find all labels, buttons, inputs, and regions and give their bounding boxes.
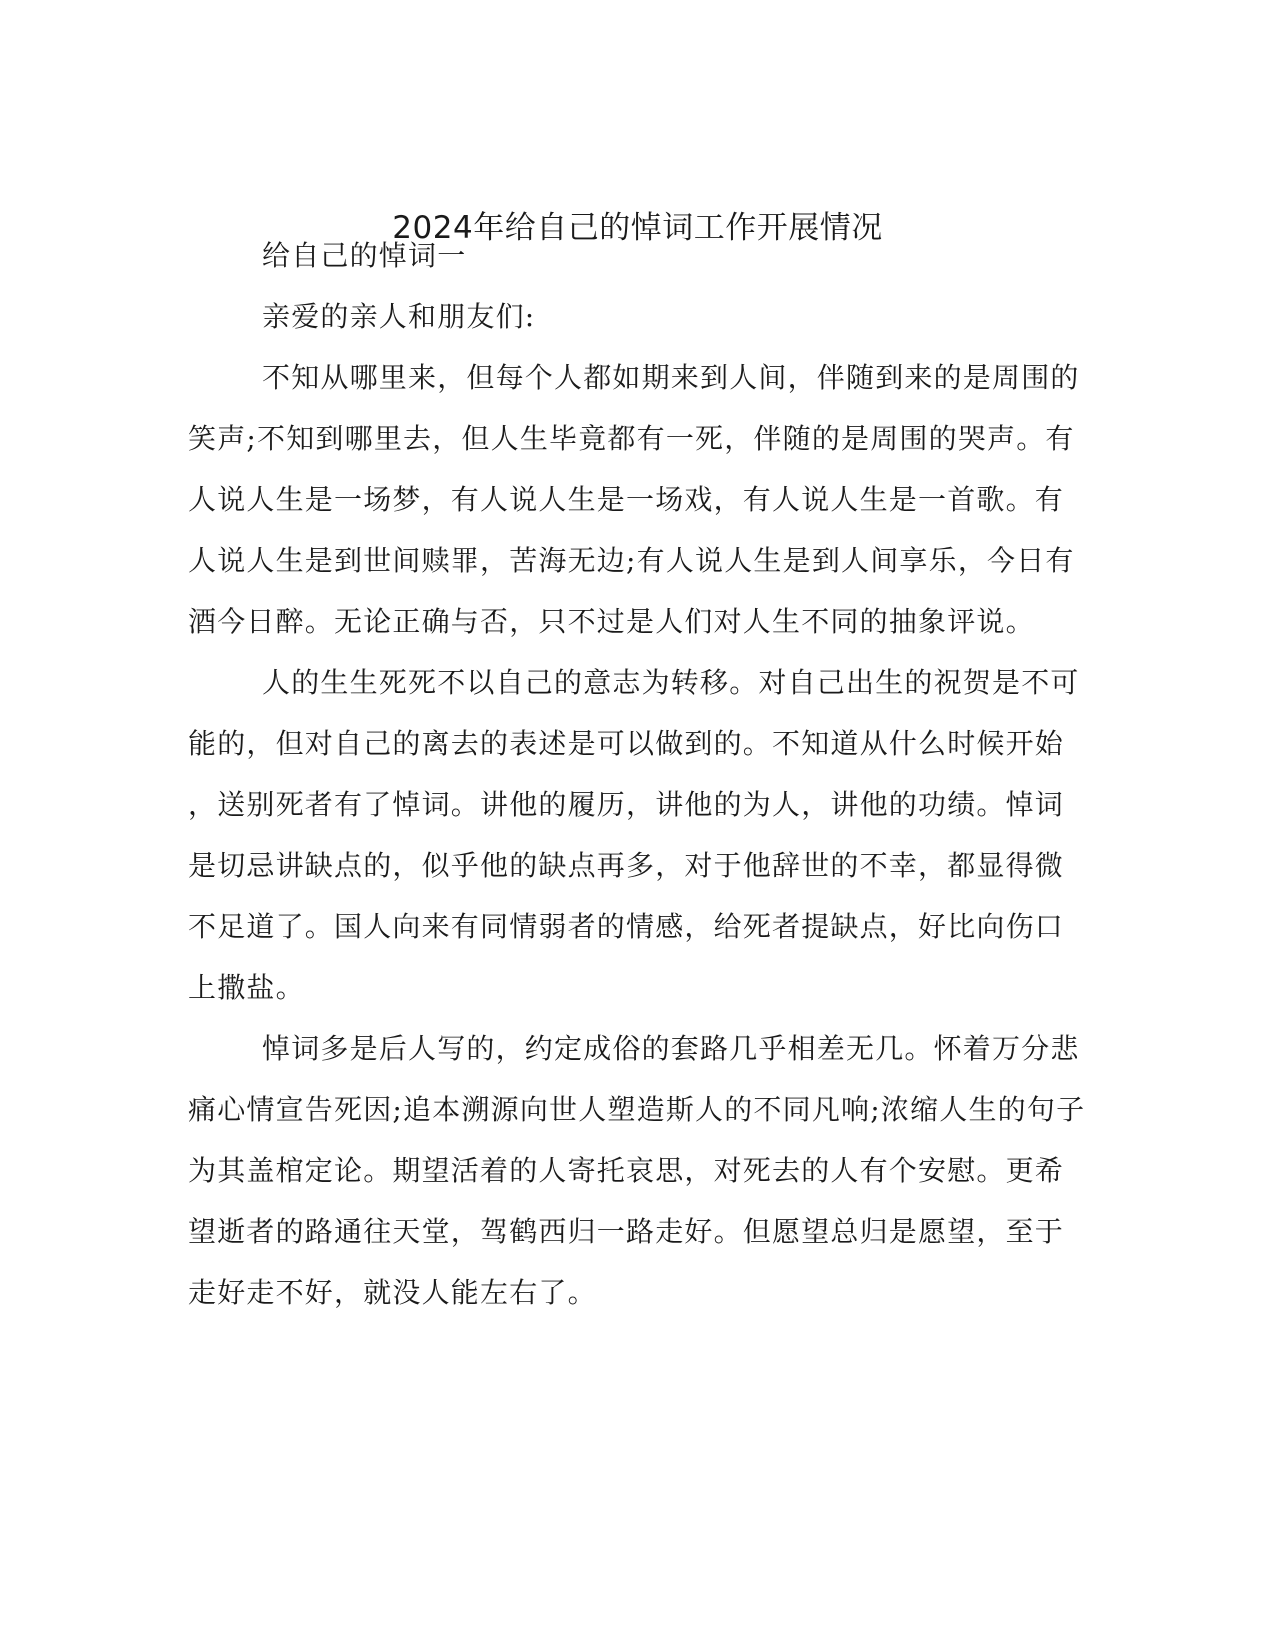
text-line: 是切忌讲缺点的，似乎他的缺点再多，对于他辞世的不幸，都显得微	[188, 849, 1065, 882]
text-line: 不知从哪里来，但每个人都如期来到人间，伴随到来的是周围的	[262, 361, 1080, 394]
text-line: ，送别死者有了悼词。讲他的履历，讲他的为人，讲他的功绩。悼词	[188, 788, 1065, 821]
text-line: 给自己的悼词一	[262, 239, 467, 272]
text-line: 痛心情宣告死因;追本溯源向世人塑造斯人的不同凡响;浓缩人生的句子	[188, 1093, 1086, 1126]
text-line: 人的生生死死不以自己的意志为转移。对自己出生的祝贺是不可	[262, 666, 1080, 699]
text-line: 为其盖棺定论。期望活着的人寄托哀思，对死去的人有个安慰。更希	[188, 1154, 1065, 1187]
text-line: 上撒盐。	[188, 971, 305, 1004]
text-line: 望逝者的路通往天堂，驾鹤西归一路走好。但愿望总归是愿望，至于	[188, 1215, 1065, 1248]
text-line: 亲爱的亲人和朋友们:	[262, 300, 536, 333]
text-line: 笑声;不知到哪里去，但人生毕竟都有一死，伴随的是周围的哭声。有	[188, 422, 1075, 455]
text-line: 走好走不好，就没人能左右了。	[188, 1276, 597, 1309]
page-title: 2024年给自己的悼词工作开展情况	[392, 210, 883, 246]
text-line: 人说人生是一场梦，有人说人生是一场戏，有人说人生是一首歌。有	[188, 483, 1065, 516]
document-body	[188, 225, 1088, 1323]
text-line: 能的，但对自己的离去的表述是可以做到的。不知道从什么时候开始	[188, 727, 1065, 760]
text-line: 悼词多是后人写的，约定成俗的套路几乎相差无几。怀着万分悲	[262, 1032, 1080, 1065]
text-line: 人说人生是到世间赎罪，苦海无边;有人说人生是到人间享乐，今日有	[188, 544, 1075, 577]
text-line: 不足道了。国人向来有同情弱者的情感，给死者提缺点，好比向伤口	[188, 910, 1065, 943]
text-line: 酒今日醉。无论正确与否，只不过是人们对人生不同的抽象评说。	[188, 605, 1035, 638]
